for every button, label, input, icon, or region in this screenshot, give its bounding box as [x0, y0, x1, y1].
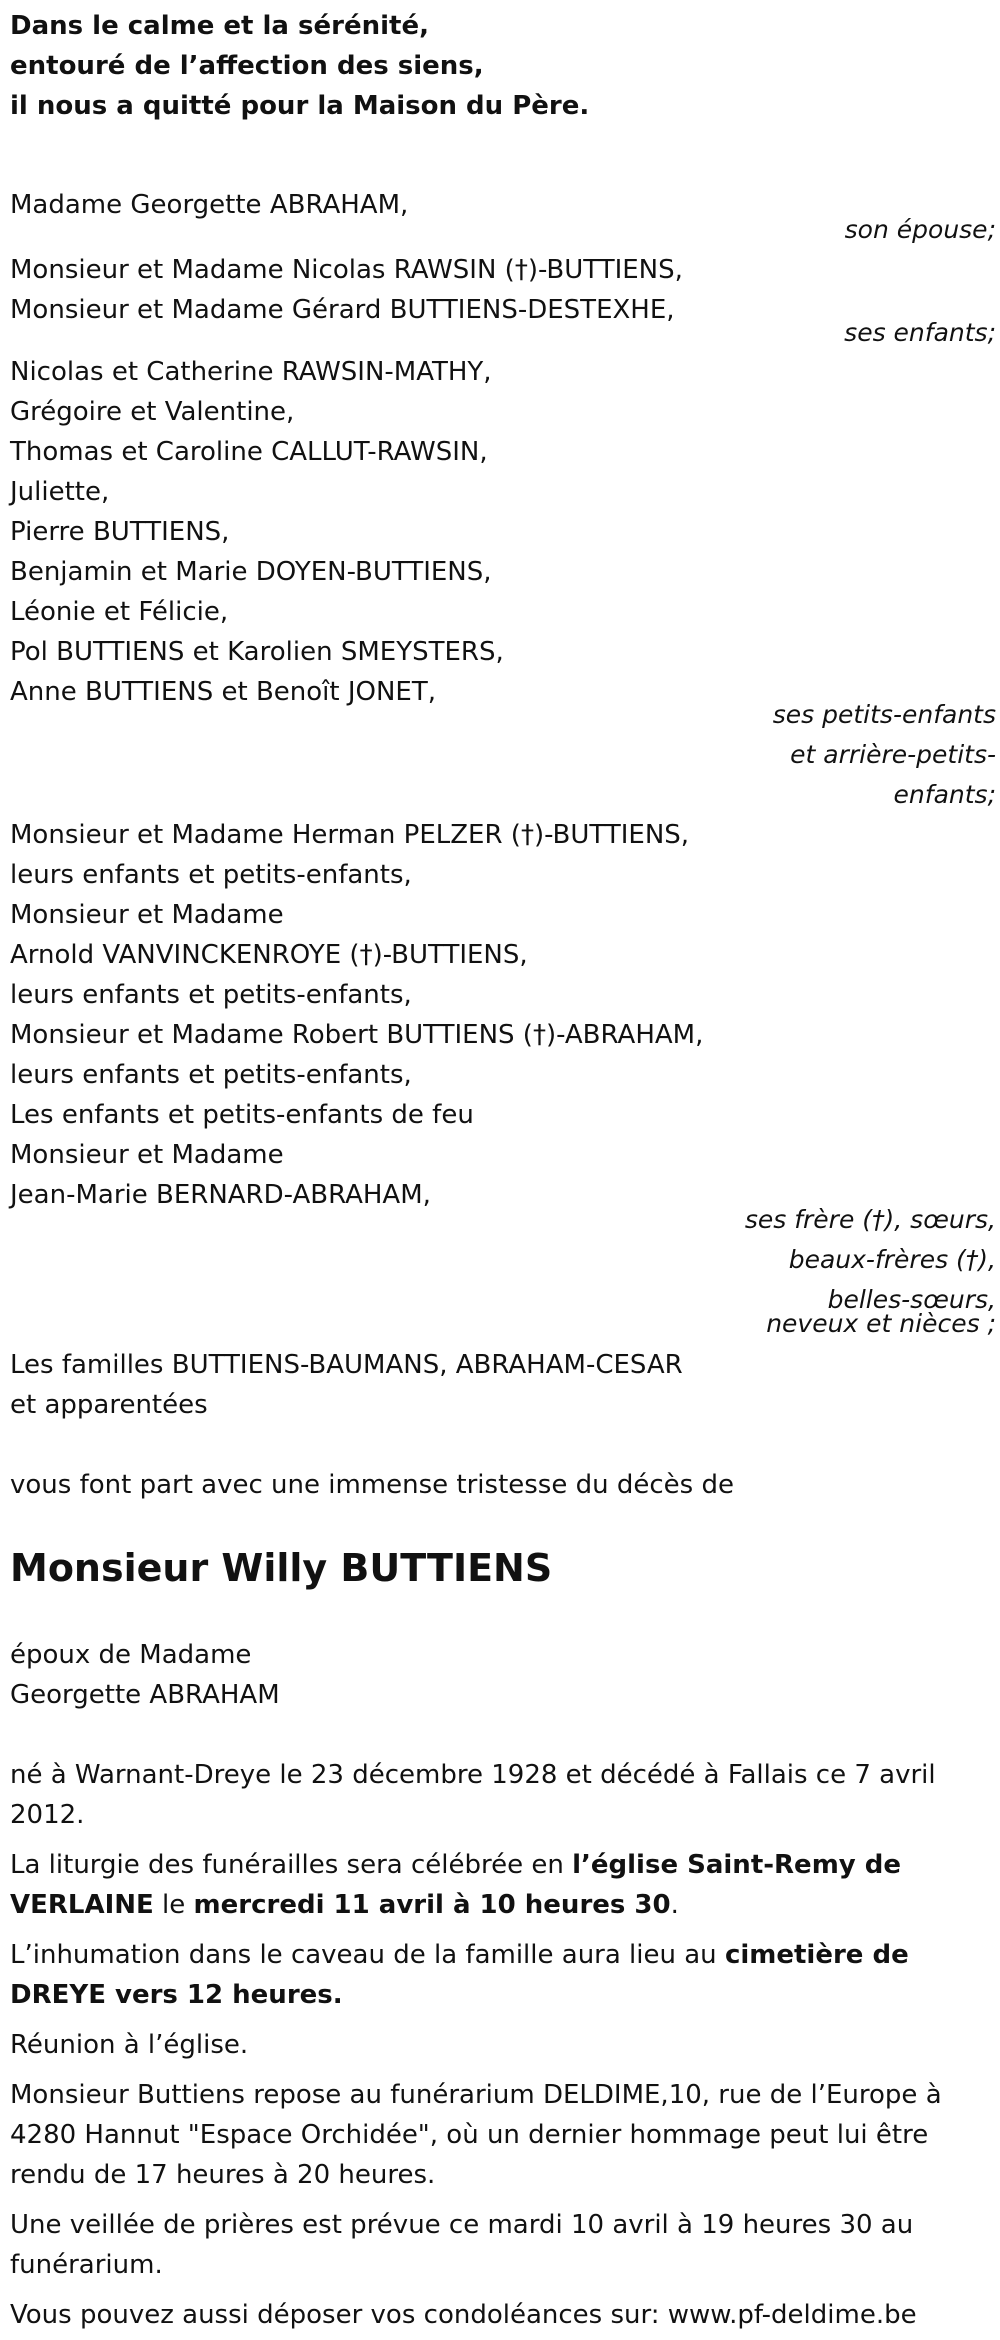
sibling-line-8: Les enfants et petits-enfants de feu [10, 1100, 474, 1130]
grandchildren-role-1: ses petits-enfants [772, 700, 996, 729]
grandchild-line-2: Grégoire et Valentine, [10, 397, 295, 427]
spouse-of-line-1: époux de Madame [10, 1640, 252, 1670]
child-line-2: Monsieur et Madame Gérard BUTTIENS-DESTEXHE, [10, 295, 675, 325]
spouse-name: Madame Georgette ABRAHAM, [10, 190, 409, 220]
siblings-role-3: belles-sœurs, [827, 1285, 996, 1314]
families-line-2: et apparentées [10, 1390, 208, 1420]
birth-death-paragraph: né à Warnant-Dreye le 23 décembre 1928 et décédé à Fallais ce 7 avril 2012. [10, 1760, 936, 1830]
intro-line-3: il nous a quitté pour la Maison du Père. [10, 91, 590, 121]
siblings-role-4: neveux et nièces ; [766, 1309, 996, 1338]
sibling-line-10: Jean-Marie BERNARD-ABRAHAM, [10, 1180, 431, 1210]
siblings-role-1: ses frère (†), sœurs, [744, 1205, 996, 1234]
liturgy-text-1: La liturgie des funérailles sera célébrée en [10, 1850, 573, 1880]
siblings-role-2: beaux-frères (†), [788, 1245, 996, 1274]
grandchild-line-6: Benjamin et Marie DOYEN-BUTTIENS, [10, 557, 492, 587]
liturgy-paragraph [10, 1845, 995, 1925]
sibling-line-4: Arnold VANVINCKENROYE (†)-BUTTIENS, [10, 940, 528, 970]
sibling-line-3: Monsieur et Madame [10, 900, 284, 930]
grandchild-line-3: Thomas et Caroline CALLUT-RAWSIN, [10, 437, 488, 467]
grandchild-line-5: Pierre BUTTIENS, [10, 517, 230, 547]
burial-cemetery: cimetière de DREYE vers 12 heures. [10, 1940, 909, 2010]
grandchild-line-7: Léonie et Félicie, [10, 597, 229, 627]
intro-line-1: Dans le calme et la sérénité, [10, 11, 429, 41]
liturgy-text-3: . [670, 1890, 679, 1920]
grandchild-line-9: Anne BUTTIENS et Benoît JONET, [10, 677, 437, 707]
reunion-paragraph: Réunion à l’église. [10, 2030, 249, 2060]
intro-line-2: entouré de l’affection des siens, [10, 51, 484, 81]
grandchildren-role-3: enfants; [893, 780, 996, 809]
grandchild-line-8: Pol BUTTIENS et Karolien SMEYSTERS, [10, 637, 504, 667]
vigil-paragraph: Une veillée de prières est prévue ce mardi 10 avril à 19 heures 30 au funérarium. [10, 2210, 914, 2280]
spouse-of-line-2: Georgette ABRAHAM [10, 1680, 280, 1710]
sibling-line-5: leurs enfants et petits-enfants, [10, 980, 412, 1010]
grandchild-line-4: Juliette, [10, 477, 110, 507]
burial-paragraph [10, 1935, 995, 2015]
burial-text: L’inhumation dans le caveau de la famille aura lieu au [10, 1940, 725, 1970]
grandchild-line-1: Nicolas et Catherine RAWSIN-MATHY, [10, 357, 492, 387]
sibling-line-6: Monsieur et Madame Robert BUTTIENS (†)-ABRAHAM, [10, 1020, 704, 1050]
spouse-role: son épouse; [844, 215, 996, 244]
funerarium-paragraph: Monsieur Buttiens repose au funérarium DELDIME,10, rue de l’Europe à 4280 Hannut "Espace Orchidée", où un dernier hommage peut lui être rendu de 17 heures à 20 heures. [10, 2080, 942, 2190]
deceased-name: Monsieur Willy BUTTIENS [10, 1546, 553, 1590]
child-line-1: Monsieur et Madame Nicolas RAWSIN (†)-BUTTIENS, [10, 255, 683, 285]
announcement: vous font part avec une immense tristesse du décès de [10, 1470, 734, 1500]
grandchildren-role-2: et arrière-petits- [790, 740, 996, 769]
liturgy-text-2: le [153, 1890, 194, 1920]
liturgy-church: l’église Saint-Remy de VERLAINE [10, 1850, 902, 1920]
condolences-paragraph: Vous pouvez aussi déposer vos condoléances sur: www.pf-deldime.be [10, 2300, 917, 2330]
sibling-line-2: leurs enfants et petits-enfants, [10, 860, 412, 890]
liturgy-datetime: mercredi 11 avril à 10 heures 30 [193, 1890, 671, 1920]
children-role: ses enfants; [844, 318, 996, 347]
sibling-line-9: Monsieur et Madame [10, 1140, 284, 1170]
families-line-1: Les familles BUTTIENS-BAUMANS, ABRAHAM-CESAR [10, 1350, 683, 1380]
sibling-line-7: leurs enfants et petits-enfants, [10, 1060, 412, 1090]
sibling-line-1: Monsieur et Madame Herman PELZER (†)-BUTTIENS, [10, 820, 690, 850]
